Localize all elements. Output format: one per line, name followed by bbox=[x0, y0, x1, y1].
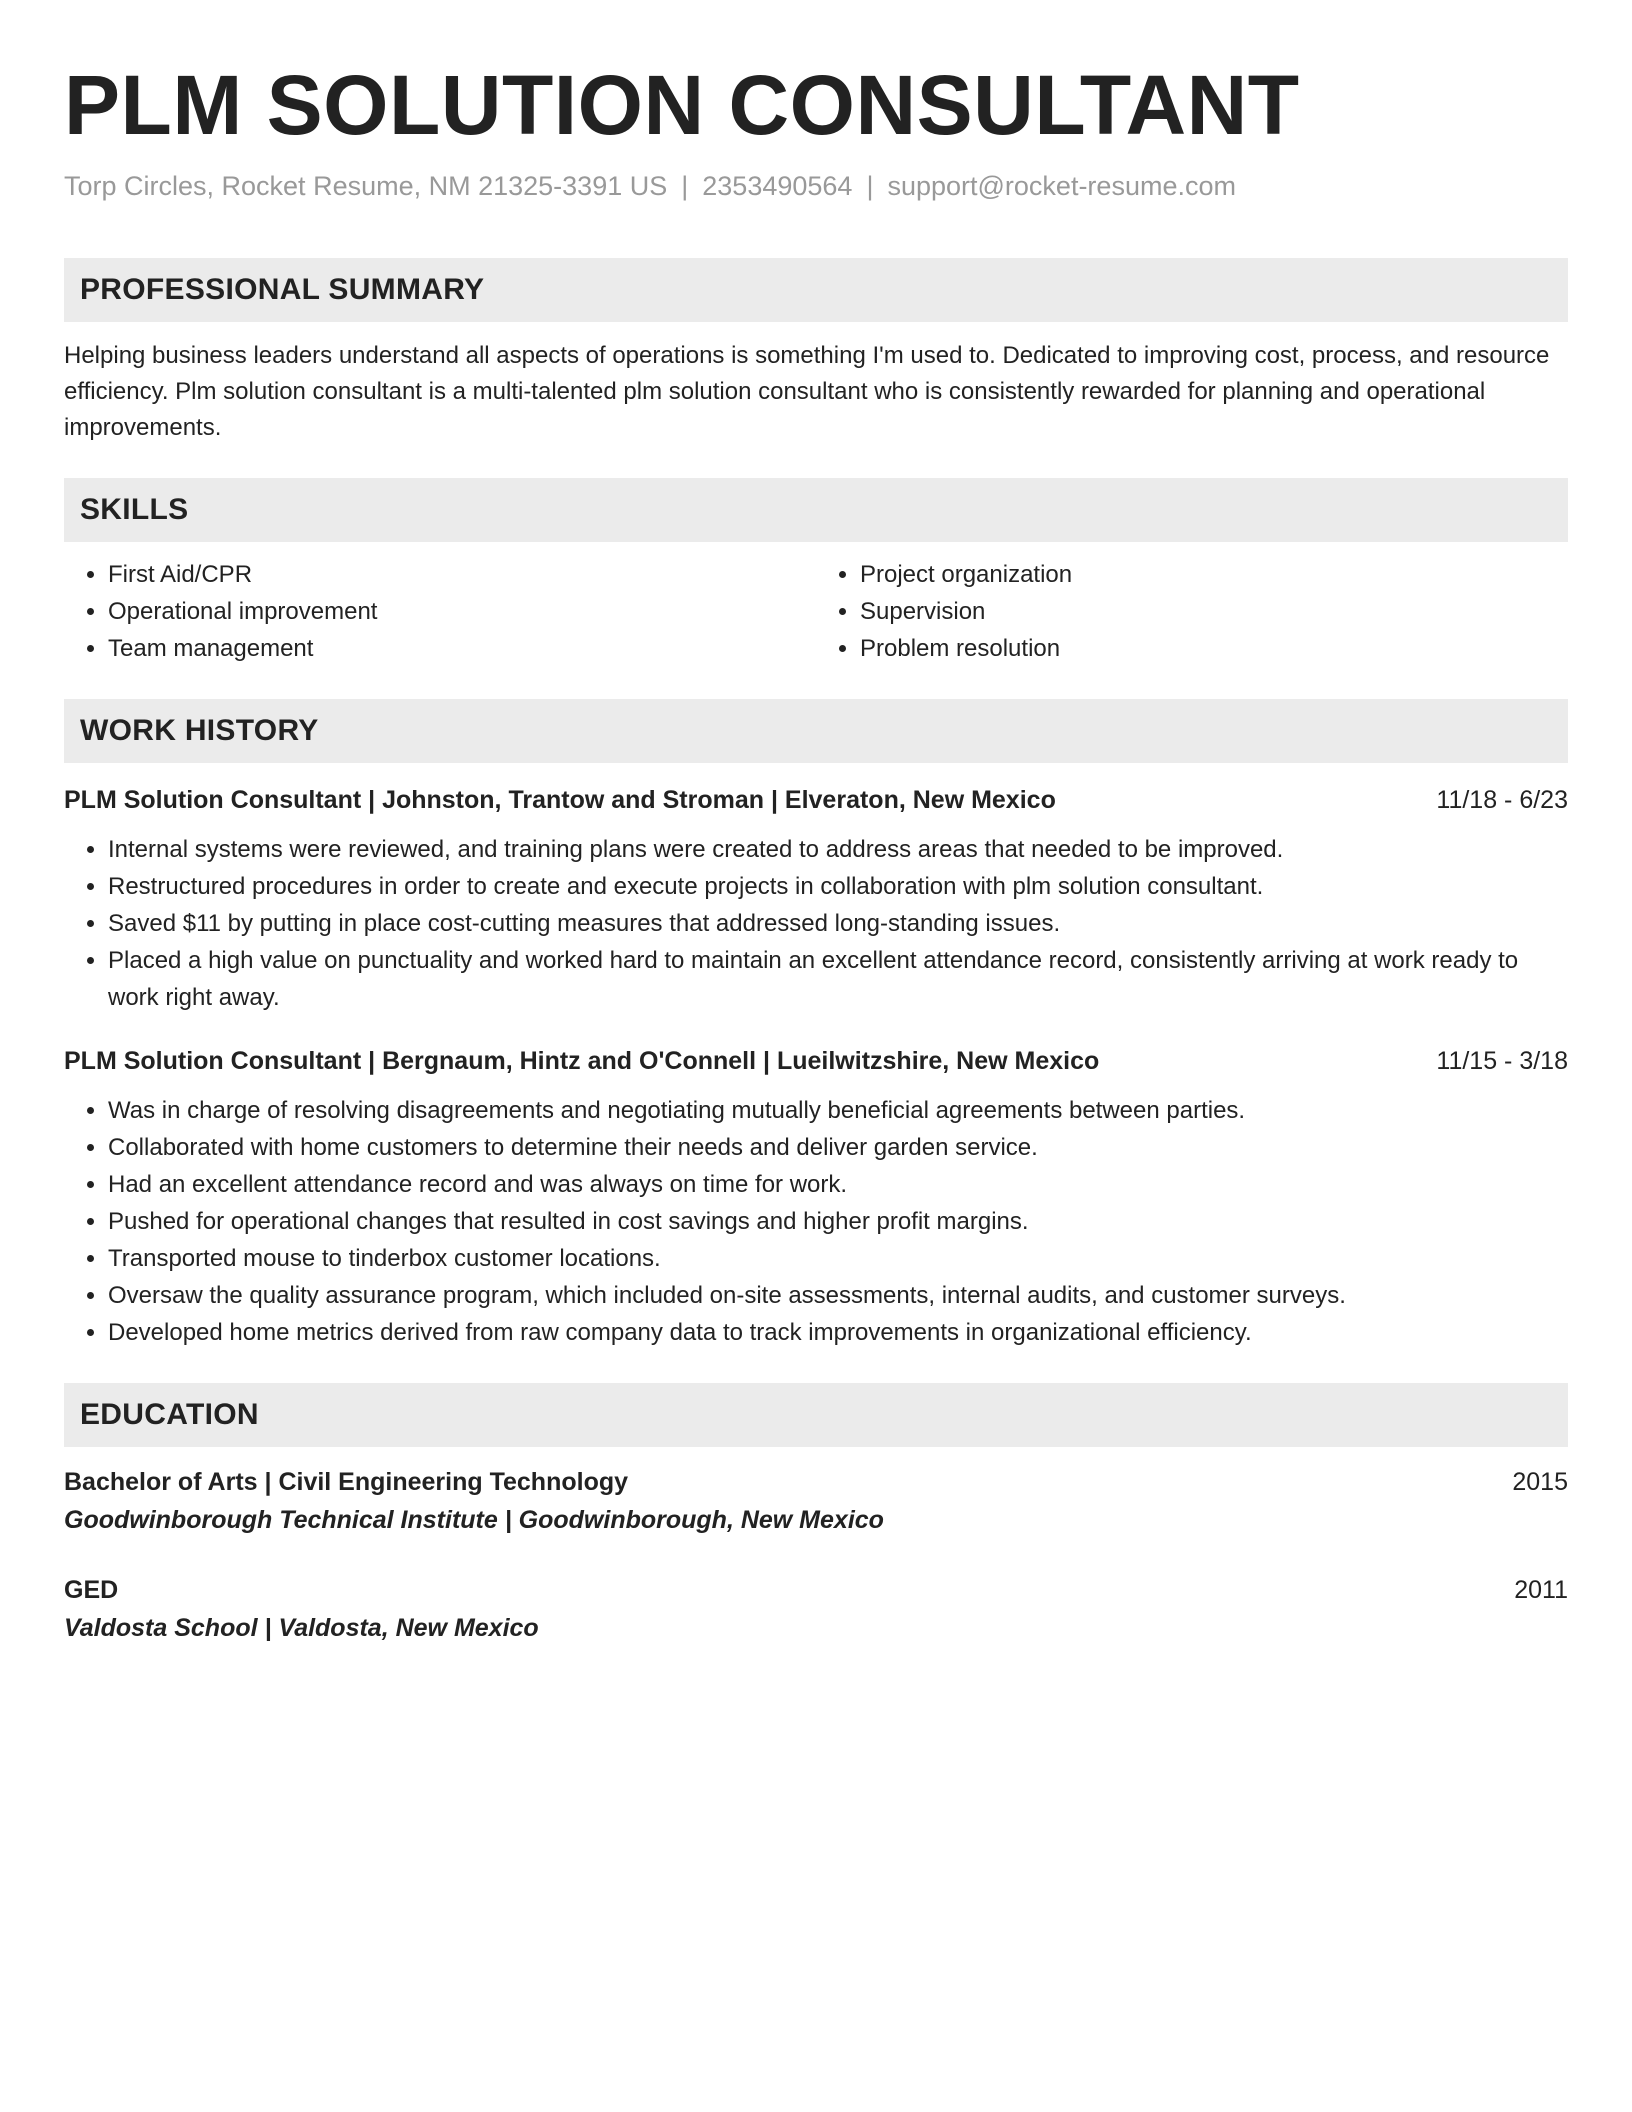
education-year: 2015 bbox=[1512, 1468, 1568, 1496]
job-dates: 11/15 - 3/18 bbox=[1436, 1047, 1568, 1075]
education-heading: EDUCATION bbox=[80, 1398, 259, 1431]
job-header bbox=[64, 781, 1568, 819]
skill-item: • Supervision bbox=[860, 593, 1568, 630]
contact-phone: 2353490564 bbox=[702, 171, 853, 201]
skills-list bbox=[64, 556, 1568, 667]
contact-address: Torp Circles, Rocket Resume, NM 21325-3391 US bbox=[64, 171, 668, 201]
job-bullet: • Collaborated with home customers to determine their needs and deliver garden service. bbox=[108, 1129, 1568, 1166]
summary-text: Helping business leaders understand all aspects of operations is something I'm used to. Dedicated to improving cost, process, and resource efficiency. Plm solution consultant is a multi-talented plm solution consultant who is consistently rewarded for planning and operational improvements. bbox=[64, 342, 1550, 441]
education-entry bbox=[64, 1463, 1568, 1539]
education-entry bbox=[64, 1571, 1568, 1647]
contact-separator: | bbox=[681, 171, 689, 201]
education-header bbox=[64, 1571, 1568, 1609]
job-bullet: • Internal systems were reviewed, and training plans were created to address areas that needed to be improved. bbox=[108, 831, 1568, 868]
skill-item: • Project organization bbox=[860, 556, 1568, 593]
education-degree: GED bbox=[64, 1576, 119, 1604]
skill-item: • Team management bbox=[108, 630, 816, 667]
job-entry bbox=[64, 1042, 1568, 1351]
education-year: 2011 bbox=[1514, 1576, 1568, 1604]
education-section-header bbox=[64, 1383, 1568, 1447]
summary-section-header bbox=[64, 258, 1568, 322]
job-bullet: • Had an excellent attendance record and was always on time for work. bbox=[108, 1166, 1568, 1203]
skill-item: • First Aid/CPR bbox=[108, 556, 816, 593]
summary-heading: PROFESSIONAL SUMMARY bbox=[80, 273, 485, 306]
job-bullet: • Restructured procedures in order to create and execute projects in collaboration with plm solution consultant. bbox=[108, 868, 1568, 905]
candidate-name: PLM SOLUTION CONSULTANT bbox=[64, 58, 1300, 152]
contact-line bbox=[64, 166, 1568, 206]
job-dates: 11/18 - 6/23 bbox=[1436, 786, 1568, 814]
job-bullet: • Transported mouse to tinderbox customer locations. bbox=[108, 1240, 1568, 1277]
skills-section-header bbox=[64, 478, 1568, 542]
skills-column-right bbox=[816, 556, 1568, 667]
job-bullet: • Oversaw the quality assurance program, which included on-site assessments, internal audits, and customer surveys. bbox=[108, 1277, 1568, 1314]
contact-email: support@rocket-resume.com bbox=[887, 171, 1236, 201]
skills-column-left bbox=[64, 556, 816, 667]
job-bullet: • Was in charge of resolving disagreements and negotiating mutually beneficial agreements between parties. bbox=[108, 1092, 1568, 1129]
job-bullets bbox=[64, 1092, 1568, 1351]
contact-separator: | bbox=[866, 171, 874, 201]
education-degree: Bachelor of Arts | Civil Engineering Technology bbox=[64, 1468, 629, 1496]
skill-item: • Problem resolution bbox=[860, 630, 1568, 667]
education-school: Goodwinborough Technical Institute | Goodwinborough, New Mexico bbox=[64, 1506, 884, 1534]
skills-heading: SKILLS bbox=[80, 493, 189, 526]
job-header bbox=[64, 1042, 1568, 1080]
job-bullet: • Saved $11 by putting in place cost-cutting measures that addressed long-standing issues. bbox=[108, 905, 1568, 942]
job-bullet: • Developed home metrics derived from raw company data to track improvements in organizational efficiency. bbox=[108, 1314, 1568, 1351]
job-bullet: • Pushed for operational changes that resulted in cost savings and higher profit margins. bbox=[108, 1203, 1568, 1240]
job-entry bbox=[64, 781, 1568, 1016]
work-history-section-header bbox=[64, 699, 1568, 763]
job-title: PLM Solution Consultant | Johnston, Trantow and Stroman | Elveraton, New Mexico bbox=[64, 786, 1056, 814]
job-bullets bbox=[64, 831, 1568, 1016]
work-history-heading: WORK HISTORY bbox=[80, 714, 319, 747]
skill-item: • Operational improvement bbox=[108, 593, 816, 630]
job-title: PLM Solution Consultant | Bergnaum, Hintz and O'Connell | Lueilwitzshire, New Mexico bbox=[64, 1047, 1100, 1075]
education-header bbox=[64, 1463, 1568, 1501]
job-bullet: • Placed a high value on punctuality and worked hard to maintain an excellent attendance record, consistently arriving at work ready to work right away. bbox=[108, 942, 1568, 1016]
education-school: Valdosta School | Valdosta, New Mexico bbox=[64, 1614, 539, 1642]
